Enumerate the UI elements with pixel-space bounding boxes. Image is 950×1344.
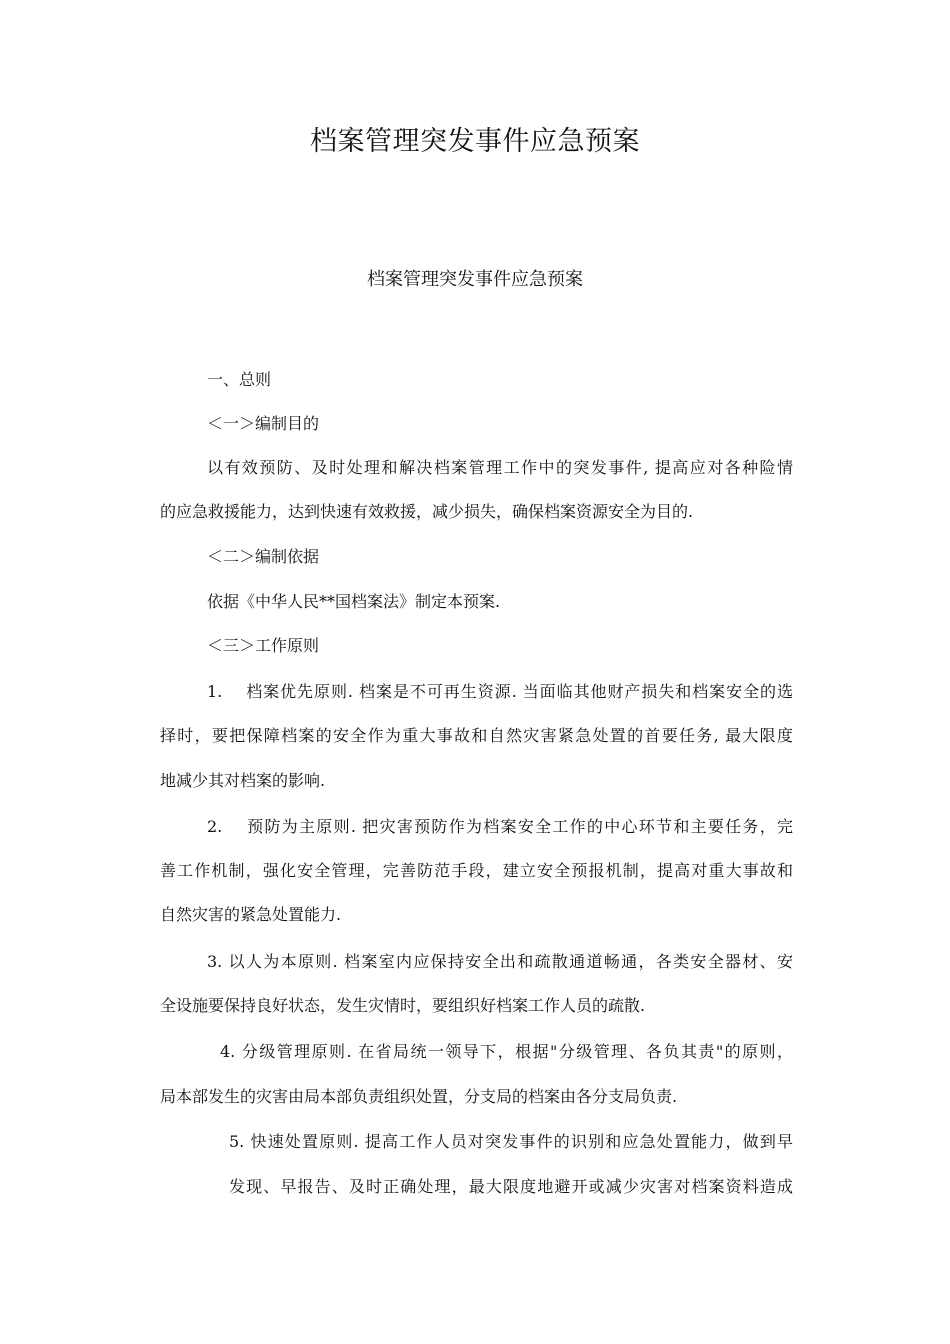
list-item-line: 全设施要保持良好状态，发生灾情时，要组织好档案工作人员的疏散. <box>160 996 646 1015</box>
list-item-line: 局本部发生的灾害由局本部负责组织处置，分支局的档案由各分支局负责. <box>160 1087 678 1106</box>
list-item-line: 择时，要把保障档案的安全作为重大事故和自然灾害紧急处置的首要任务, 最大限度 <box>160 726 793 745</box>
paragraph-line: 的应急救援能力，达到快速有效救援，减少损失，确保档案资源安全为目的. <box>160 502 694 521</box>
paragraph-line: 以有效预防、及时处理和解决档案管理工作中的突发事件, 提高应对各种险情 <box>207 458 793 477</box>
list-item-line: 4. 分级管理原则. 在省局统一领导下，根据"分级管理、各负其责"的原则， <box>220 1042 793 1061</box>
list-item-line: 自然灾害的紧急处置能力. <box>160 905 342 924</box>
document-subtitle: 档案管理突发事件应急预案 <box>367 269 583 290</box>
list-item-line: 2. 预防为主原则. 把灾害预防作为档案安全工作的中心环节和主要任务，完 <box>207 817 793 836</box>
subsection-heading-principles: ＜三＞工作原则 <box>207 636 320 655</box>
document-title: 档案管理突发事件应急预案 <box>310 126 640 157</box>
list-item-line: 发现、早报告、及时正确处理，最大限度地避开或减少灾害对档案资料造成 <box>229 1177 793 1196</box>
list-item-line: 1. 档案优先原则. 档案是不可再生资源. 当面临其他财产损失和档案安全的选 <box>207 682 793 701</box>
list-item-line: 地减少其对档案的影响. <box>160 771 326 790</box>
subsection-heading-purpose: ＜一＞编制目的 <box>207 414 320 433</box>
subsection-heading-basis: ＜二＞编制依据 <box>207 547 320 566</box>
list-item-line: 3. 以人为本原则. 档案室内应保持安全出和疏散通道畅通，各类安全器材、安 <box>207 952 793 971</box>
paragraph-line: 依据《中华人民**国档案法》制定本预案. <box>207 592 501 611</box>
list-item-line: 5. 快速处置原则. 提高工作人员对突发事件的识别和应急处置能力，做到早 <box>229 1132 793 1151</box>
section-heading-general: 一、总则 <box>207 370 272 389</box>
list-item-line: 善工作机制，强化安全管理，完善防范手段，建立安全预报机制，提高对重大事故和 <box>160 861 793 880</box>
